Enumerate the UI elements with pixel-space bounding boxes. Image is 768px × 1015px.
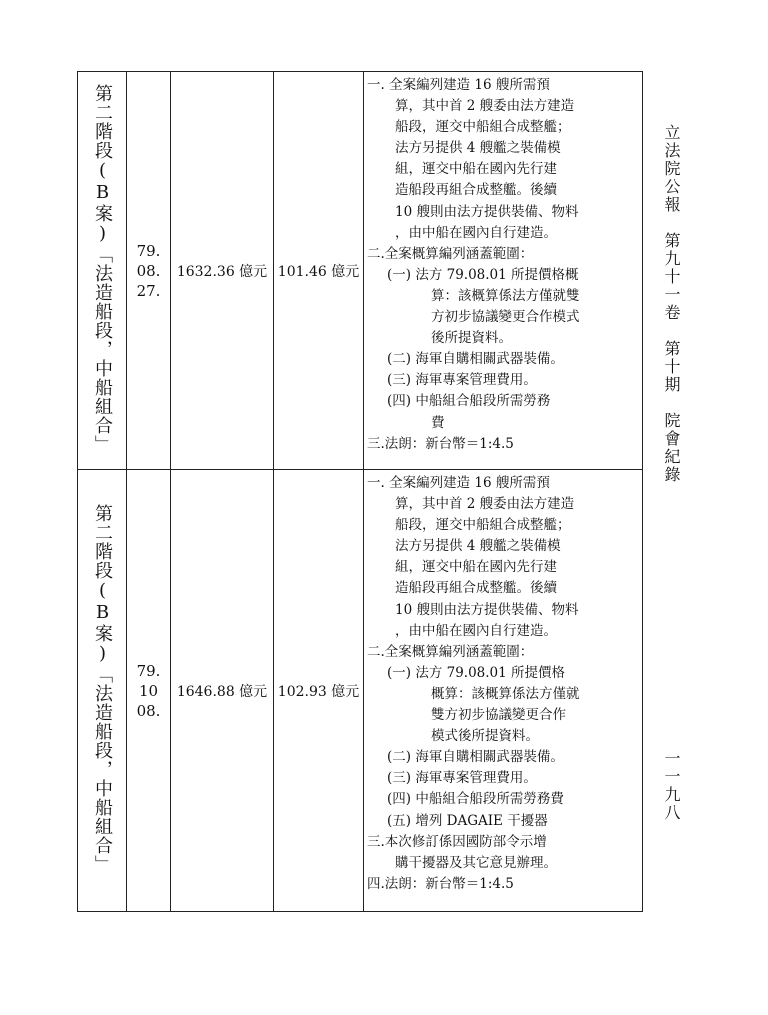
note-line: 一. 全案編列建造 16 艘所需預 [367,77,550,93]
note-line: 算，其中首 2 艘委由法方建造 [395,496,575,513]
stage-cell [78,72,127,470]
stage-label: 第二階段(B案)「法造船段，中船組合」 [92,83,113,454]
note-line: 法方另提供 4 艘艦之裝備模 [395,538,561,555]
unit-amount: 102.93 億元 [277,683,360,700]
date-line: 08. [136,701,161,720]
note-line: 雙方初步協議變更合作 [431,707,566,724]
note-line: 組，運交中船在國內先行建 [395,161,557,178]
note-line: 算：該概算係法方僅就雙 [431,287,580,304]
note-line: (四) 中船組合船段所需勞務費 [387,791,564,808]
journal-header: 立法院公報 第九十一卷 第十期 院會紀錄 [662,124,681,484]
note-line: 船段，運交中船組合成整艦； [395,517,571,534]
note-line: (一) 法方 79.08.01 所提價格概 [387,266,579,283]
table-row [78,72,643,470]
notes-block [364,470,642,897]
note-line: (一) 法方 79.08.01 所提價格 [387,664,566,681]
note-line: (四) 中船組合船段所需勞務 [387,393,551,410]
notes-block [364,72,642,457]
note-line: 四.法朗：新台幣＝1:4.5 [367,875,514,892]
note-line: 方初步協議變更合作模式 [431,309,580,326]
note-line: (三) 海軍專案管理費用。 [387,770,537,787]
note-line: 費 [431,414,445,431]
note-line: 組，運交中船在國內先行建 [395,559,557,576]
note-line: 三.本次修訂係因國防部令示增 [367,833,547,850]
note-line: 二.全案概算編列涵蓋範圍： [367,643,534,660]
date-line: 08. [136,261,161,280]
total-amount-cell [171,470,274,912]
note-line: (二) 海軍自購相關武器裝備。 [387,351,564,368]
note-line: 模式後所提資料。 [431,728,539,745]
table-row [78,470,643,912]
unit-amount: 101.46 億元 [277,263,360,280]
page-number: 一一九八 [662,750,681,822]
note-line: 造船段再組合成整艦。後續 [395,580,557,597]
note-line: 10 艘則由法方提供裝備、物料 [395,203,579,220]
total-amount-cell [171,72,274,470]
note-line: 10 艘則由法方提供裝備、物料 [395,601,579,618]
total-amount: 1632.36 億元 [176,263,268,280]
note-line: ，由中船在國內自行建造。 [395,224,557,241]
note-line: 算，其中首 2 艘委由法方建造 [395,98,575,115]
note-line: 購干擾器及其它意見辦理。 [395,854,557,871]
date-cell [127,470,171,912]
note-line: 概算：該概算係法方僅就 [431,685,580,702]
note-line: 二.全案概算編列涵蓋範圍： [367,245,534,262]
note-line: 法方另提供 4 艘艦之裝備模 [395,140,561,157]
note-line: (五) 增列 DAGAIE 干擾器 [387,812,548,829]
notes-cell [364,470,643,912]
note-line: 後所提資料。 [431,330,512,347]
note-line: 船段，運交中船組合成整艦； [395,119,571,136]
date-line: 79. [136,661,161,680]
note-line: (二) 海軍自購相關武器裝備。 [387,749,564,766]
date-line: 79. [136,241,161,260]
unit-amount-cell [274,470,364,912]
date-cell [127,72,171,470]
note-line: ，由中船在國內自行建造。 [395,622,557,639]
unit-amount-cell [274,72,364,470]
note-line: 一. 全案編列建造 16 艘所需預 [367,475,550,491]
date-line: 27. [136,281,161,300]
notes-cell [364,72,643,470]
note-line: 三.法朗：新台幣＝1:4.5 [367,435,514,452]
budget-table [77,71,643,912]
note-line: 造船段再組合成整艦。後續 [395,182,557,199]
total-amount: 1646.88 億元 [176,683,268,700]
stage-label: 第二階段(B案)「法造船段，中船組合」 [92,503,113,874]
note-line: (三) 海軍專案管理費用。 [387,372,537,389]
stage-cell [78,470,127,912]
date-line: 10 [138,681,159,700]
